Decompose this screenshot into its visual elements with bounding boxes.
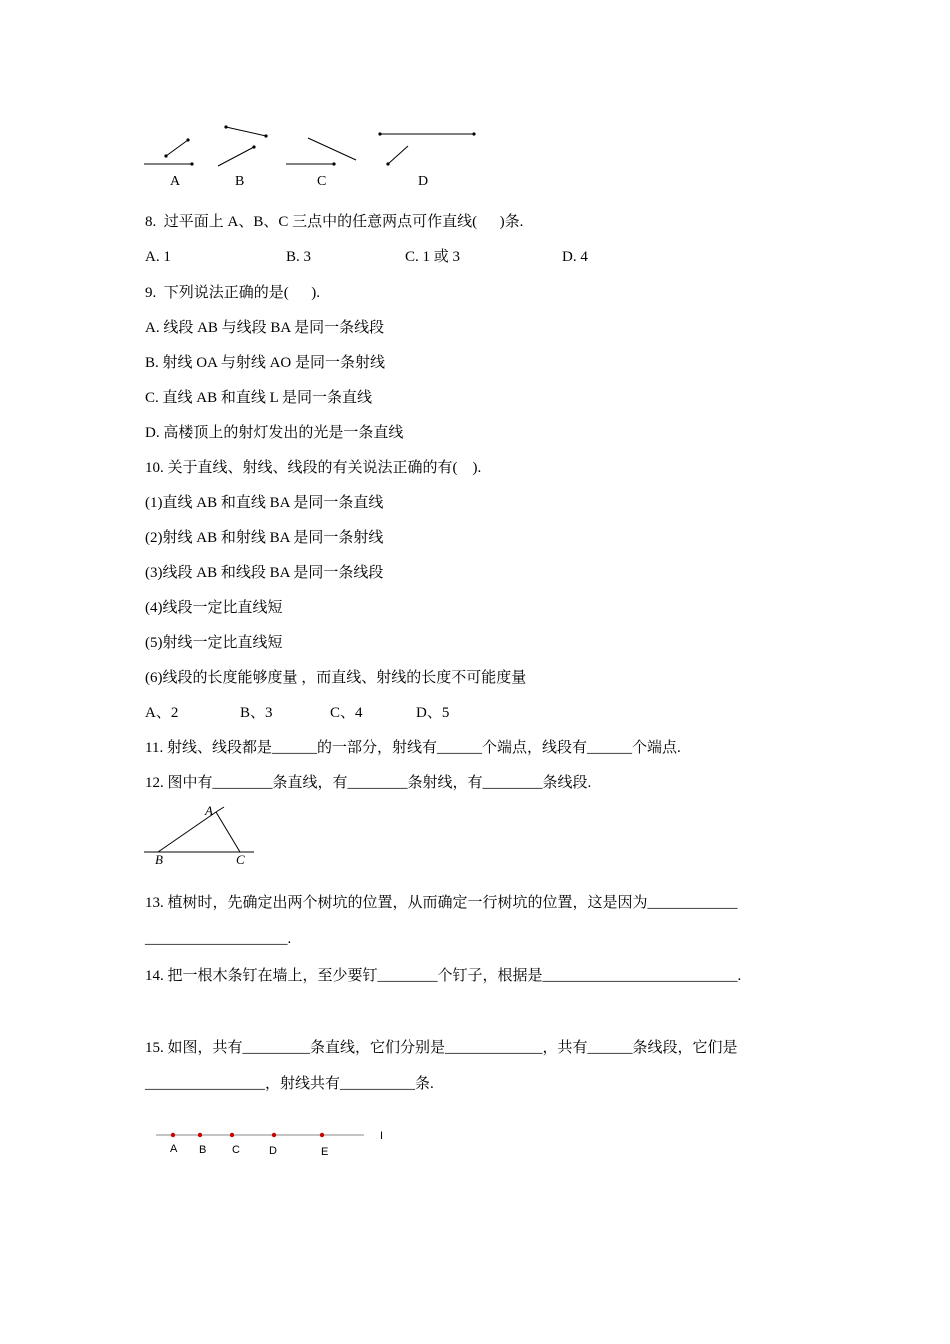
q15-label-e: E xyxy=(321,1146,329,1158)
fig-b-ray xyxy=(218,147,254,166)
q10-statement-4: (4)线段一定比直线短 xyxy=(145,600,283,616)
q15-label-c: C xyxy=(232,1144,240,1156)
q9-option-a: A. 线段 AB 与线段 BA 是同一条线段 xyxy=(145,320,385,336)
fig-label-a: A xyxy=(170,174,181,189)
q8-option-b: B. 3 xyxy=(286,249,312,265)
fig-b-point xyxy=(264,134,267,137)
q15-tick: I xyxy=(380,1130,384,1142)
q10-option-a: A、2 xyxy=(145,705,179,721)
fig-label-c: C xyxy=(317,174,327,189)
q15-label-a: A xyxy=(170,1143,178,1155)
fig-b-point xyxy=(252,145,255,148)
fig-d-point xyxy=(472,132,475,135)
q12-label-a: A xyxy=(205,803,213,818)
q12-text: 12. 图中有________条直线，有________条射线，有________条线段. xyxy=(145,775,592,791)
q9-option-b: B. 射线 OA 与射线 AO 是同一条射线 xyxy=(145,355,386,371)
q9-option-d: D. 高楼顶上的射灯发出的光是一条直线 xyxy=(145,425,404,441)
fig-label-d: D xyxy=(418,174,429,189)
triangle-ray-ab xyxy=(216,807,224,812)
q15-label-b: B xyxy=(199,1144,207,1156)
q15-label-d: D xyxy=(269,1145,277,1157)
point-d xyxy=(272,1133,276,1137)
triangle-side-ac xyxy=(216,812,240,852)
fig-d-point xyxy=(378,132,381,135)
fig-a-point xyxy=(164,154,167,157)
q8-option-d: D. 4 xyxy=(562,249,588,265)
fig-a-segment xyxy=(166,140,188,156)
point-c xyxy=(230,1133,234,1137)
q9-option-c: C. 直线 AB 和直线 L 是同一条直线 xyxy=(145,390,372,406)
q15-figure xyxy=(150,1126,370,1146)
fig-c-point xyxy=(332,162,335,165)
fig-b-segment xyxy=(226,127,266,136)
fig-c-ray xyxy=(308,138,356,160)
q9-stem: 9. 下列说法正确的是( ). xyxy=(145,285,320,301)
point-a xyxy=(171,1133,175,1137)
q11-text: 11. 射线、线段都是______的一部分，射线有______个端点，线段有______个端点. xyxy=(145,740,681,756)
q10-option-d: D、5 xyxy=(416,705,450,721)
q7-figure xyxy=(140,118,490,170)
q12-label-b: B xyxy=(155,852,163,867)
q10-option-c: C、4 xyxy=(330,705,363,721)
q13-line2: ___________________. xyxy=(145,931,292,947)
q10-statement-5: (5)射线一定比直线短 xyxy=(145,635,283,651)
q15-line1: 15. 如图，共有_________条直线，它们分别是_____________，共有______条线段，它们是 xyxy=(145,1040,738,1056)
fig-d-segment xyxy=(388,146,408,164)
q12-label-c: C xyxy=(236,852,245,867)
q10-option-b: B、3 xyxy=(240,705,273,721)
q10-statement-6: (6)线段的长度能够度量 ，而直线、射线的长度不可能度量 xyxy=(145,670,527,686)
q10-statement-1: (1)直线 AB 和直线 BA 是同一条直线 xyxy=(145,495,384,511)
q10-statement-2: (2)射线 AB 和射线 BA 是同一条射线 xyxy=(145,530,384,546)
q15-line2: ________________，射线共有__________条. xyxy=(145,1076,434,1092)
point-b xyxy=(198,1133,202,1137)
q13-line1: 13. 植树时，先确定出两个树坑的位置，从而确定一行树坑的位置，这是因为____________ xyxy=(145,895,738,911)
q8-option-a: A. 1 xyxy=(145,249,171,265)
q10-stem: 10. 关于直线、射线、线段的有关说法正确的有( ). xyxy=(145,460,482,476)
fig-b-point xyxy=(224,125,227,128)
fig-a-point xyxy=(190,162,193,165)
q10-statement-3: (3)线段 AB 和线段 BA 是同一条线段 xyxy=(145,565,384,581)
q8-option-c: C. 1 或 3 xyxy=(405,249,461,265)
point-e xyxy=(320,1133,324,1137)
fig-a-point xyxy=(186,138,189,141)
q8-stem: 8. 过平面上 A、B、C 三点中的任意两点可作直线( )条. xyxy=(145,214,524,230)
fig-d-point xyxy=(386,162,389,165)
fig-label-b: B xyxy=(235,174,245,189)
q12-figure xyxy=(140,800,260,860)
q14-text: 14. 把一根木条钉在墙上，至少要钉________个钉子，根据是__________________________. xyxy=(145,968,742,984)
